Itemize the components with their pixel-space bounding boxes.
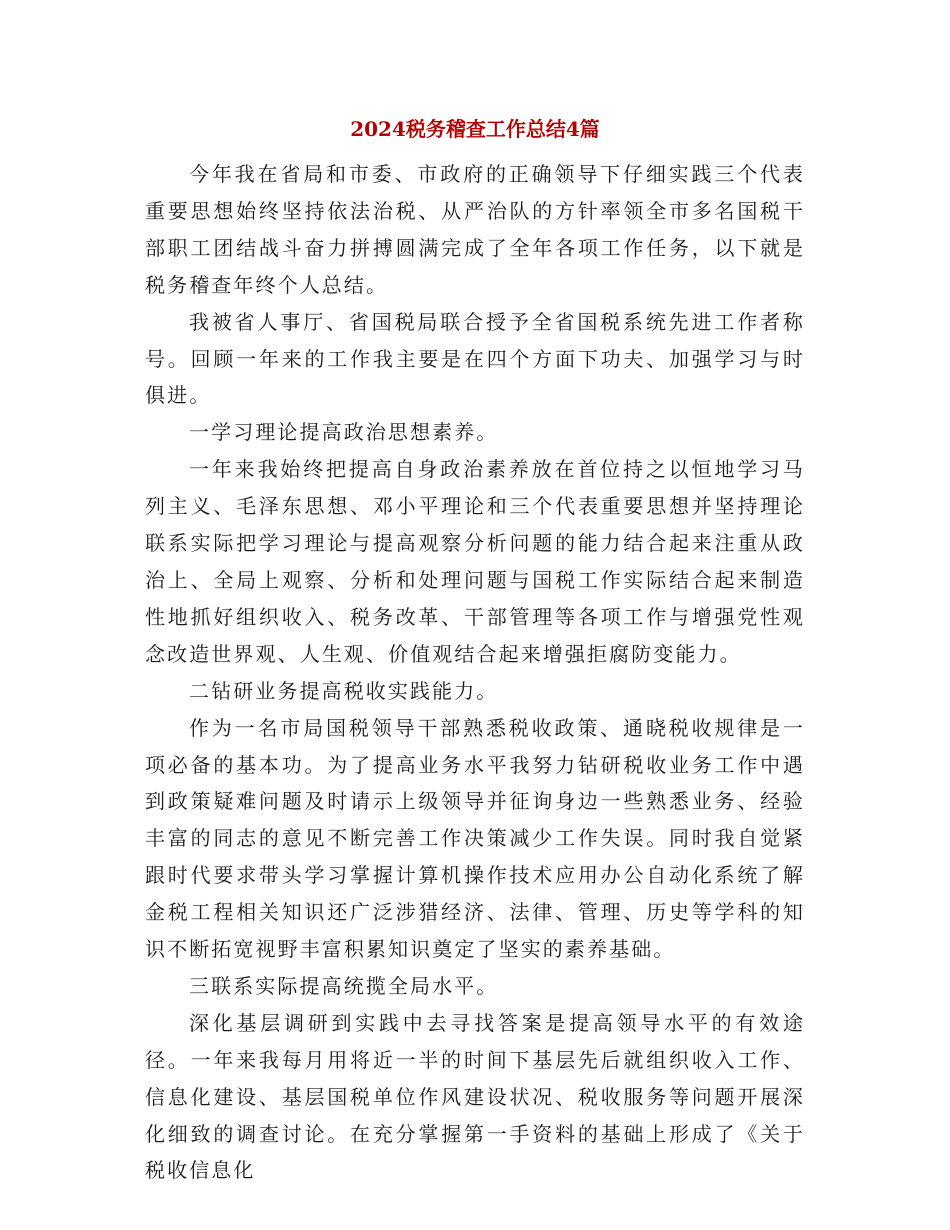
paragraph-business: 作为一名市局国税领导干部熟悉税收政策、通晓税收规律是一项必备的基本功。为了提高业务水平我努力钻研税收业务工作中遇到政策疑难问题及时请示上级领导并征询身边一些熟悉业务、经验丰富的同志的意见不断完善工作决策减少工作失误。同时我自觉紧跟时代要求带头学习掌握计算机操作技术应用办公自动化系统了解金税工程相关知识还广泛涉猎经济、法律、管理、历史等学科的知识不断拓宽视野丰富积累知识奠定了坚实的素养基础。 bbox=[145, 715, 805, 962]
section-heading-1: 一学习理论提高政治思想素养。 bbox=[189, 420, 499, 445]
document-title: 2024税务稽查工作总结4篇 bbox=[350, 117, 600, 141]
paragraph-intro: 今年我在省局和市委、市政府的正确领导下仔细实践三个代表重要思想始终坚持依法治税、从严治队的方针率领全市多名国税干部职工团结战斗奋力拼搏圆满完成了全年各项工作任务，以下就是税务稽查年终个人总结。 bbox=[145, 162, 805, 297]
paragraph-research: 深化基层调研到实践中去寻找答案是提高领导水平的有效途径。一年来我每月用将近一半的时间下基层先后就组织收入工作、信息化建设、基层国税单位作风建设状况、税收服务等问题开展深化细致的调查讨论。在充分掌握第一手资料的基础上形成了《关于税收信息化 bbox=[145, 1010, 805, 1183]
section-heading-2: 二钻研业务提高税收实践能力。 bbox=[189, 678, 499, 703]
paragraph-award: 我被省人事厅、省国税局联合授予全省国税系统先进工作者称号。回顾一年来的工作我主要是在四个方面下功夫、加强学习与时俱进。 bbox=[145, 309, 805, 408]
paragraph-theory: 一年来我始终把提高自身政治素养放在首位持之以恒地学习马列主义、毛泽东思想、邓小平理论和三个代表重要思想并坚持理论联系实际把学习理论与提高观察分析问题的能力结合起来注重从政治上、全局上观察、分析和处理问题与国税工作实际结合起来制造性地抓好组织收入、税务改革、干部管理等各项工作与增强党性观念改造世界观、人生观、价值观结合起来增强拒腐防变能力。 bbox=[145, 457, 805, 666]
document-body bbox=[145, 156, 805, 1189]
section-heading-3: 三联系实际提高统揽全局水平。 bbox=[189, 973, 499, 998]
